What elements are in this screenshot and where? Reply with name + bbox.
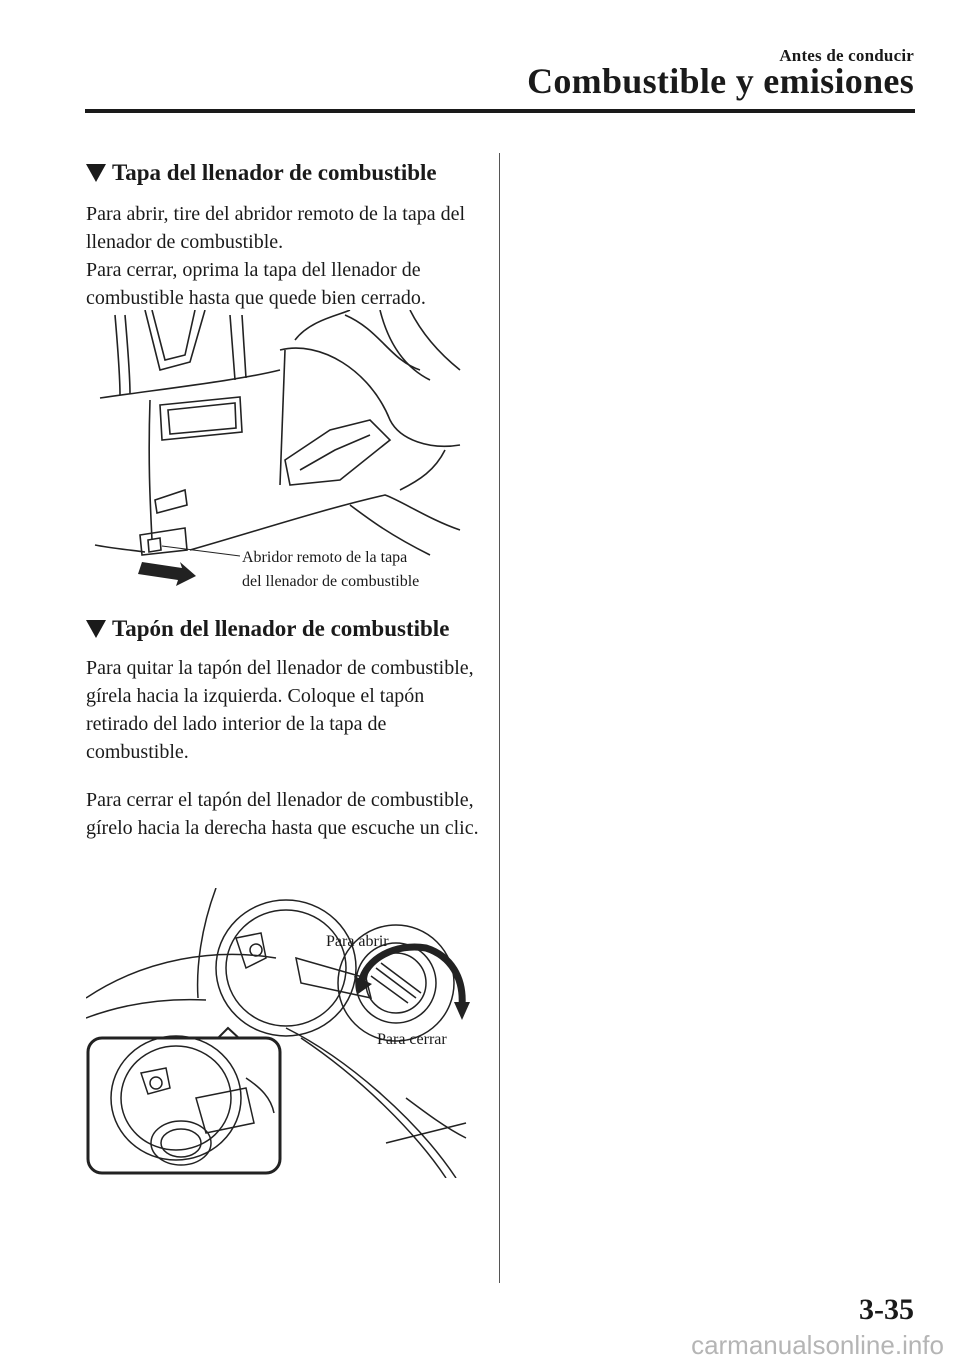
page-number: 3-35 (859, 1293, 914, 1326)
paragraph: Para cerrar, oprima la tapa del llenador de combustible hasta que quede bien cerrado. (86, 259, 426, 309)
section-heading (86, 160, 486, 186)
column-divider (499, 153, 500, 1283)
section-heading-text: Tapa del llenador de combustible (112, 160, 437, 185)
close-direction-label: Para cerrar (377, 1031, 447, 1048)
callout-label: Abridor remoto de la tapa (242, 549, 408, 566)
header-rule (85, 109, 915, 113)
section-heading-text: Tapón del llenador de combustible (112, 616, 450, 641)
page-title: Combustible y emisiones (527, 61, 914, 101)
triangle-bullet-icon (86, 620, 106, 638)
paragraph: Para abrir, tire del abridor remoto de la tapa del llenador de combustible. (86, 203, 466, 253)
paragraph: Para cerrar el tapón del llenador de combustible, gírelo hacia la derecha hasta que escuche un clic. (86, 789, 479, 839)
paragraph: Para quitar la tapón del llenador de combustible, gírela hacia la izquierda. Coloque el tapón retirado del lado interior de la tapa de combustible. (86, 657, 474, 763)
section-fuel-lid (86, 160, 486, 312)
section-fuel-cap (86, 616, 486, 842)
callout-label: del llenador de combustible (242, 573, 420, 590)
figure-remote-opener (90, 310, 470, 595)
watermark: carmanualsonline.info (691, 1330, 944, 1360)
triangle-bullet-icon (86, 164, 106, 182)
section-heading (86, 616, 486, 642)
pull-arrow-icon (138, 562, 196, 586)
chapter-label: Antes de conducir (779, 46, 914, 65)
figure-fuel-cap (86, 888, 476, 1178)
open-direction-label: Para abrir (326, 933, 389, 950)
